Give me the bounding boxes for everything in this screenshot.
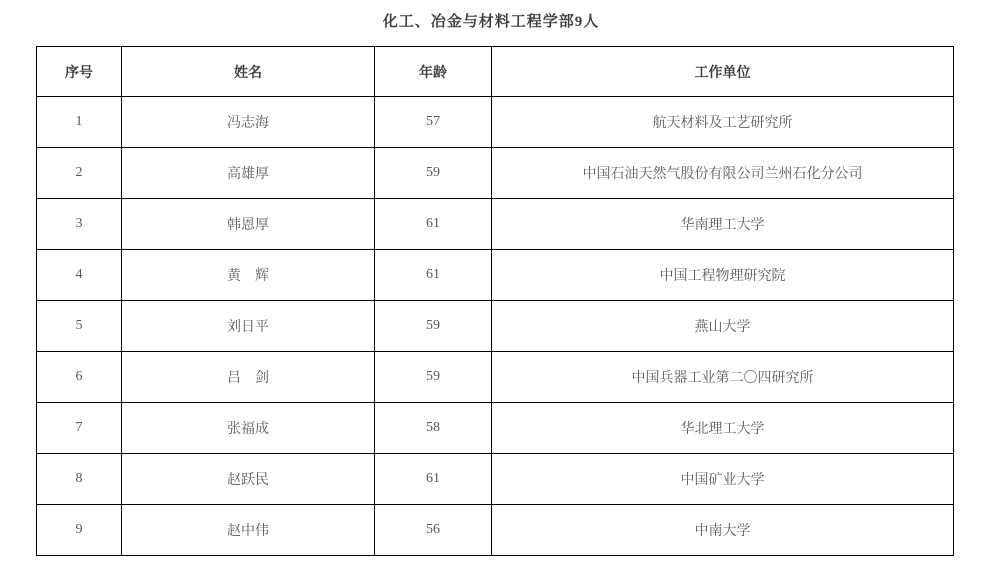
cell-org: 中国矿业大学	[492, 454, 954, 505]
cell-age: 56	[375, 505, 492, 556]
cell-no: 4	[37, 250, 122, 301]
cell-age: 57	[375, 97, 492, 148]
table-row	[37, 301, 954, 352]
cell-name: 冯志海	[122, 97, 375, 148]
cell-org: 华北理工大学	[492, 403, 954, 454]
cell-age: 58	[375, 403, 492, 454]
cell-org: 华南理工大学	[492, 199, 954, 250]
table-header	[37, 47, 954, 97]
cell-org: 中国兵器工业第二〇四研究所	[492, 352, 954, 403]
cell-name: 韩恩厚	[122, 199, 375, 250]
table-row	[37, 403, 954, 454]
table-body	[37, 97, 954, 556]
roster-table	[36, 46, 954, 556]
cell-no: 2	[37, 148, 122, 199]
column-header-age: 年龄	[375, 47, 492, 97]
cell-name: 吕 剑	[122, 352, 375, 403]
column-header-org: 工作单位	[492, 47, 954, 97]
cell-org: 航天材料及工艺研究所	[492, 97, 954, 148]
table-row	[37, 454, 954, 505]
table-row	[37, 352, 954, 403]
cell-name: 刘日平	[122, 301, 375, 352]
cell-no: 5	[37, 301, 122, 352]
table-row	[37, 250, 954, 301]
cell-no: 3	[37, 199, 122, 250]
cell-name: 赵跃民	[122, 454, 375, 505]
column-header-no: 序号	[37, 47, 122, 97]
cell-org: 中国工程物理研究院	[492, 250, 954, 301]
column-header-name: 姓名	[122, 47, 375, 97]
cell-age: 59	[375, 352, 492, 403]
cell-name: 张福成	[122, 403, 375, 454]
cell-no: 8	[37, 454, 122, 505]
cell-no: 1	[37, 97, 122, 148]
table-row	[37, 505, 954, 556]
cell-no: 9	[37, 505, 122, 556]
table-row	[37, 148, 954, 199]
cell-org: 中国石油天然气股份有限公司兰州石化分公司	[492, 148, 954, 199]
cell-org: 燕山大学	[492, 301, 954, 352]
table-header-row	[37, 47, 954, 97]
cell-age: 59	[375, 301, 492, 352]
table-row	[37, 97, 954, 148]
cell-age: 61	[375, 250, 492, 301]
cell-name: 高雄厚	[122, 148, 375, 199]
cell-age: 61	[375, 199, 492, 250]
cell-no: 7	[37, 403, 122, 454]
cell-name: 黄 辉	[122, 250, 375, 301]
table-row	[37, 199, 954, 250]
page-title: 化工、冶金与材料工程学部9人	[382, 14, 600, 30]
cell-age: 59	[375, 148, 492, 199]
cell-org: 中南大学	[492, 505, 954, 556]
cell-no: 6	[37, 352, 122, 403]
cell-name: 赵中伟	[122, 505, 375, 556]
cell-age: 61	[375, 454, 492, 505]
